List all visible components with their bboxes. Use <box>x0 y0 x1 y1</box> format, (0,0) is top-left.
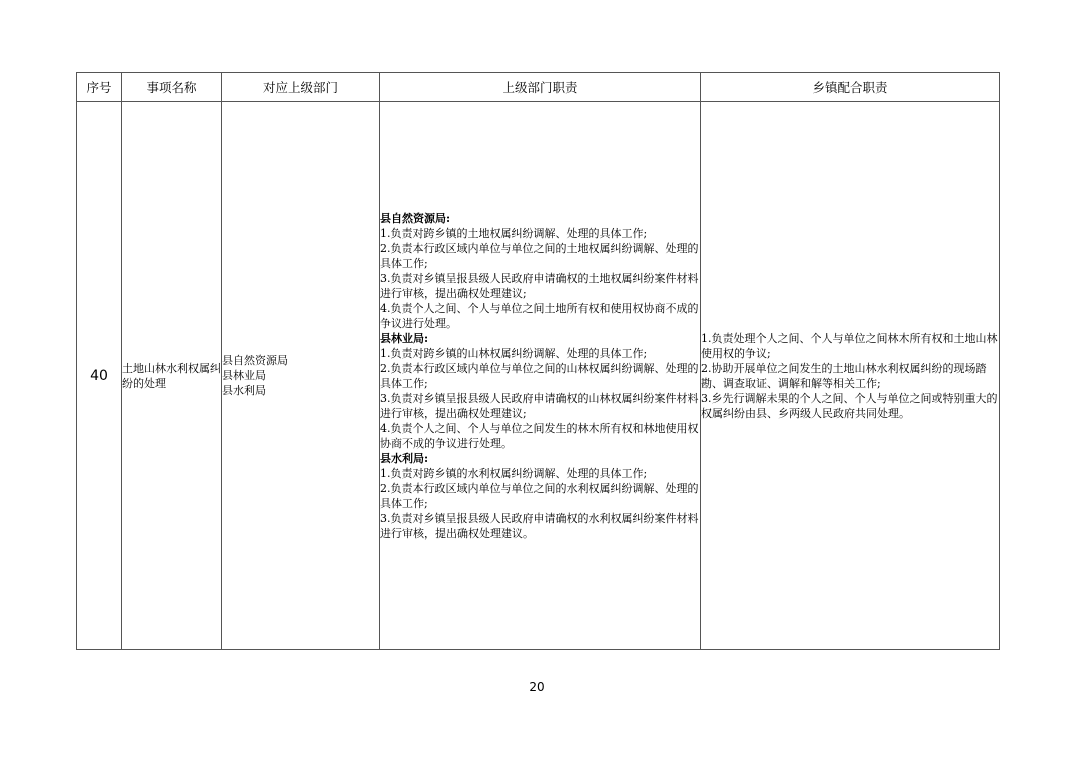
section-title: 县林业局: <box>380 331 429 345</box>
duty-line: 1.负责对跨乡镇的山林权属纠纷调解、处理的具体工作; <box>380 346 648 360</box>
duty-line: 4.负责个人之间、个人与单位之间发生的林木所有权和林地使用权协商不成的争议进行处理。 <box>380 421 699 450</box>
duty-section <box>380 331 700 451</box>
header-superior-duties: 上级部门职责 <box>380 73 701 102</box>
township-duty-line: 2.协助开展单位之间发生的土地山林水利权属纠纷的现场踏勘、调查取证、调解和解等相关工作; <box>701 361 987 390</box>
duty-line: 2.负责本行政区域内单位与单位之间的山林权属纠纷调解、处理的具体工作; <box>380 361 699 390</box>
duty-section <box>380 211 700 331</box>
section-title: 县自然资源局: <box>380 211 451 225</box>
department-name: 县水利局 <box>222 384 266 397</box>
duty-line: 1.负责对跨乡镇的土地权属纠纷调解、处理的具体工作; <box>380 226 648 240</box>
duty-line: 2.负责本行政区域内单位与单位之间的土地权属纠纷调解、处理的具体工作; <box>380 241 699 270</box>
departments-cell <box>222 102 380 650</box>
header-row <box>77 73 1000 102</box>
department-name: 县林业局 <box>222 369 266 382</box>
row-number: 40 <box>77 102 122 650</box>
superior-duties-cell <box>380 102 701 650</box>
header-item-name: 事项名称 <box>122 73 222 102</box>
section-title: 县水利局: <box>380 451 429 465</box>
duty-section <box>380 451 700 541</box>
township-duty-line: 3.乡先行调解未果的个人之间、个人与单位之间或特别重大的权属纠纷由县、乡两级人民政府共同处理。 <box>701 391 998 420</box>
duty-line: 3.负责对乡镇呈报县级人民政府申请确权的山林权属纠纷案件材料进行审核，提出确权处理建议; <box>380 391 699 420</box>
duty-line: 2.负责本行政区域内单位与单位之间的水利权属纠纷调解、处理的具体工作; <box>380 481 699 510</box>
department-name: 县自然资源局 <box>222 354 288 367</box>
duty-line: 4.负责个人之间、个人与单位之间土地所有权和使用权协商不成的争议进行处理。 <box>380 301 699 330</box>
header-superior-department: 对应上级部门 <box>222 73 380 102</box>
item-name: 土地山林水利权属纠纷的处理 <box>122 102 222 650</box>
township-duty-line: 1.负责处理个人之间、个人与单位之间林木所有权和土地山林使用权的争议; <box>701 331 998 360</box>
township-duties-cell <box>701 102 1000 650</box>
table-row <box>77 102 1000 650</box>
header-number: 序号 <box>77 73 122 102</box>
page-number: 20 <box>529 680 545 694</box>
header-township-duties: 乡镇配合职责 <box>701 73 1000 102</box>
duty-line: 3.负责对乡镇呈报县级人民政府申请确权的水利权属纠纷案件材料进行审核，提出确权处理建议。 <box>380 511 699 540</box>
duty-table <box>76 72 1000 650</box>
duty-line: 3.负责对乡镇呈报县级人民政府申请确权的土地权属纠纷案件材料进行审核，提出确权处理建议; <box>380 271 699 300</box>
duty-line: 1.负责对跨乡镇的水利权属纠纷调解、处理的具体工作; <box>380 466 648 480</box>
